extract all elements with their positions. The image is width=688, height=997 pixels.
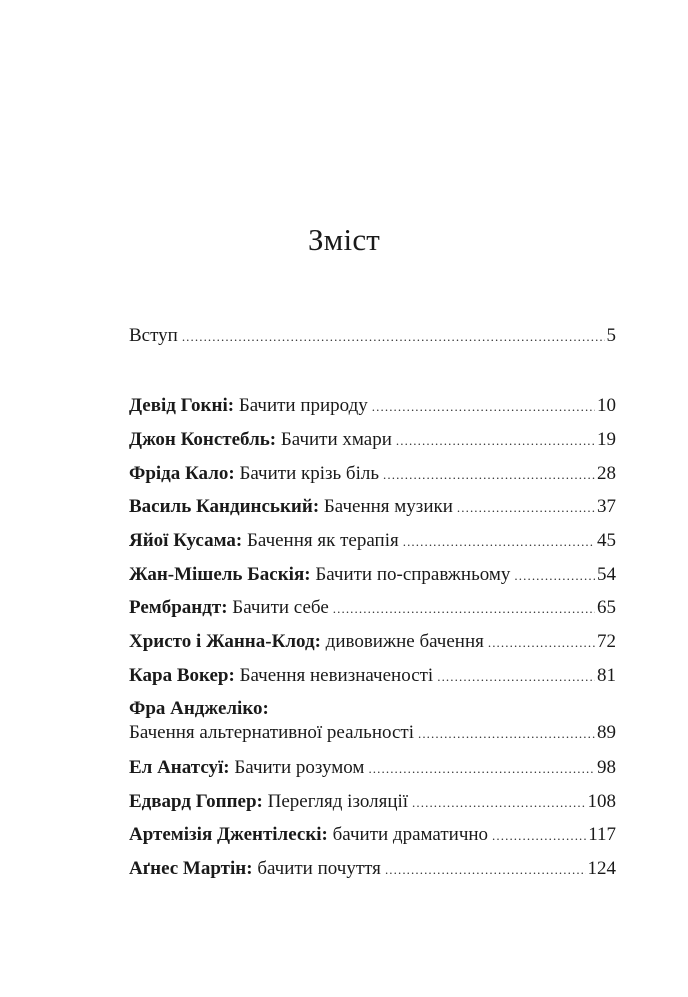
- dot-leader: [396, 429, 595, 453]
- toc-entry-topic: Бачення музики: [323, 496, 453, 517]
- toc-entry-label: Вступ: [129, 325, 178, 346]
- dot-leader: [372, 395, 595, 419]
- toc-entry[interactable]: Кара Вокер : Бачення невизначеності ..... 81: [129, 664, 616, 689]
- toc-entry-author: Ел Анатсуї: [129, 757, 224, 778]
- toc-entry[interactable]: Жан-Мішель Баскія : Бачити по-справжньому ..... 54: [129, 563, 616, 588]
- toc-entry-topic: Бачення альтернативної реальності: [129, 722, 414, 743]
- toc-entry-author-line: Фра Анджеліко:: [129, 698, 269, 719]
- toc-entry[interactable]: Фріда Кало : Бачити крізь біль ..... 28: [129, 462, 616, 487]
- toc-entry-author: Василь Кандинський: [129, 496, 313, 517]
- toc-entry[interactable]: Христо і Жанна-Клод : дивовижне бачення ..... 72: [129, 630, 616, 655]
- toc-entry-topic: Бачити розумом: [234, 757, 365, 778]
- toc-entry-topic: Бачити крізь біль: [239, 463, 380, 484]
- toc-entry[interactable]: Яйої Кусама : Бачення як терапія ..... 45: [129, 529, 616, 554]
- dot-leader: [333, 597, 595, 621]
- page-title: Зміст: [307, 222, 381, 257]
- toc-entry[interactable]: [129, 721, 616, 746]
- page-number: 98: [597, 757, 616, 778]
- toc-entry-author: Артемізія Джентілескі: [129, 824, 322, 845]
- toc-entry-topic: Бачити хмари: [280, 429, 392, 450]
- toc-entry-topic: Бачення як терапія: [246, 530, 399, 551]
- page-number: 65: [597, 597, 616, 618]
- page-number: 37: [597, 496, 616, 517]
- page-number: 45: [597, 530, 616, 551]
- toc-entry[interactable]: Джон Констебль : Бачити хмари ..... 19: [129, 428, 616, 453]
- dot-leader: [412, 791, 585, 815]
- toc-entry-topic: Перегляд ізоляції: [267, 791, 409, 812]
- page-number: 124: [587, 858, 616, 879]
- dot-leader: [385, 858, 586, 882]
- page-number: 5: [606, 325, 616, 346]
- toc-entry[interactable]: Артемізія Джентілескі : бачити драматично ..... 117: [129, 823, 616, 848]
- dot-leader: [457, 496, 595, 520]
- toc-entry[interactable]: Девід Гокні : Бачити природу ..... 10: [129, 394, 616, 419]
- dot-leader: [488, 631, 595, 655]
- toc-entry[interactable]: Едвард Гоппер : Перегляд ізоляції ..... 108: [129, 790, 616, 815]
- toc-entry-author: Кара Вокер: [129, 665, 229, 686]
- page-number: 72: [597, 631, 616, 652]
- dot-leader: [514, 564, 595, 588]
- toc-entry[interactable]: Аґнес Мартін : бачити почуття ..... 124: [129, 857, 616, 882]
- page-number: 108: [587, 791, 616, 812]
- toc-entry-author: Аґнес Мартін: [129, 858, 247, 879]
- page-number: 81: [597, 665, 616, 686]
- toc-entry-author: Фріда Кало: [129, 463, 229, 484]
- table-of-contents: [129, 0, 616, 997]
- dot-leader: [418, 722, 595, 746]
- page-number: 10: [597, 395, 616, 416]
- toc-entry-topic: дивовижне бачення: [325, 631, 484, 652]
- toc-entry-topic: бачити почуття: [257, 858, 381, 879]
- toc-entry-topic: Бачити по-справжньому: [315, 564, 511, 585]
- toc-entry-author: Девід Гокні: [129, 395, 228, 416]
- toc-entry-intro[interactable]: [129, 324, 616, 349]
- toc-entry-author: Яйої Кусама: [129, 530, 236, 551]
- toc-entry-author: Джон Констебль: [129, 429, 270, 450]
- toc-entry-topic: бачити драматично: [332, 824, 489, 845]
- toc-entry-author: Христо і Жанна-Клод: [129, 631, 315, 652]
- page-number: 19: [597, 429, 616, 450]
- toc-entry-topic: Бачення невизначеності: [239, 665, 434, 686]
- page-number: 117: [588, 824, 616, 845]
- toc-entry[interactable]: Рембрандт : Бачити себе ..... 65: [129, 596, 616, 621]
- toc-entry-author: Едвард Гоппер: [129, 791, 257, 812]
- toc-entry[interactable]: Василь Кандинський : Бачення музики ..... 37: [129, 495, 616, 520]
- toc-entry-author: Жан-Мішель Баскія: [129, 564, 305, 585]
- dot-leader: [182, 325, 605, 349]
- toc-entry[interactable]: Ел Анатсуї : Бачити розумом ..... 98: [129, 756, 616, 781]
- toc-entry-author: Рембрандт: [129, 597, 222, 618]
- dot-leader: [403, 530, 595, 554]
- page-number: 28: [597, 463, 616, 484]
- toc-entry-topic: Бачити себе: [232, 597, 329, 618]
- toc-entry-author: Фра Анджеліко: [129, 698, 263, 719]
- page-number: 54: [597, 564, 616, 585]
- toc-entry-topic: Бачити природу: [238, 395, 368, 416]
- dot-leader: [368, 757, 595, 781]
- page-number: 89: [597, 722, 616, 743]
- dot-leader: [437, 665, 595, 689]
- dot-leader: [383, 463, 595, 487]
- dot-leader: [492, 824, 586, 848]
